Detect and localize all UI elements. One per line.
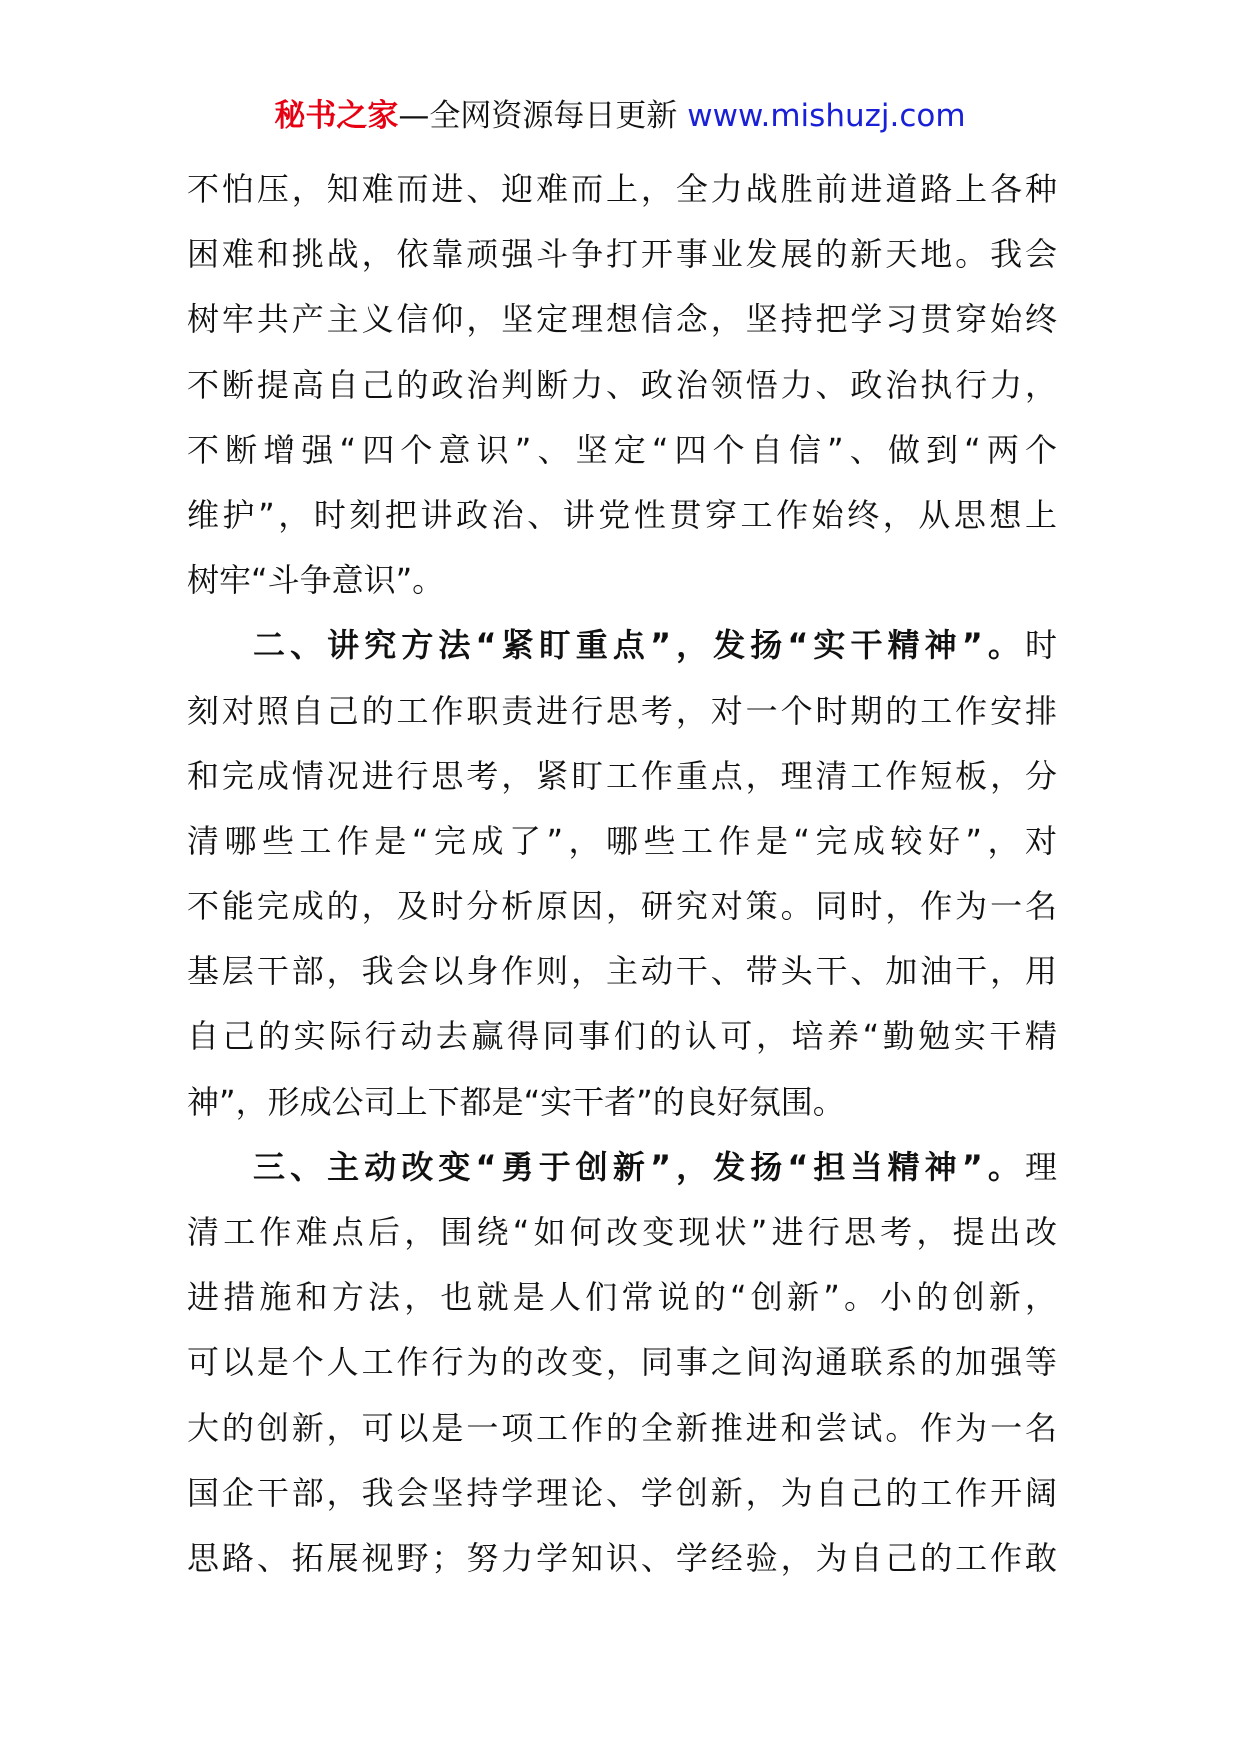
- paragraph-section-2: [187, 613, 1057, 1135]
- section-3-first-line-tail: 理: [1024, 1147, 1057, 1186]
- text-line: 清工作难点后，围绕“如何改变现状”进行思考，提出改: [187, 1213, 1057, 1251]
- text-line: 清哪些工作是“完成了”，哪些工作是“完成较好”，对: [187, 821, 1057, 860]
- text-line: 自己的实际行动去赢得同事们的认可，培养“勤勉实干精: [187, 1017, 1057, 1056]
- section-2-heading: 二、讲究方法“紧盯重点”，发扬“实干精神”。: [253, 626, 1025, 665]
- text-line: 树牢共产主义信仰，坚定理想信念，坚持把学习贯穿始终: [187, 300, 1057, 339]
- section-3-heading: 三、主动改变“勇于创新”，发扬“担当精神”。: [253, 1147, 1025, 1186]
- text-line: 大的创新，可以是一项工作的全新推进和尝试。作为一名: [187, 1408, 1057, 1447]
- text-line: 困难和挑战，依靠顽强斗争打开事业发展的新天地。我会: [187, 235, 1057, 274]
- paragraph-intro: [187, 157, 1057, 613]
- text-line: 树牢“斗争意识”。: [187, 561, 445, 600]
- section-2-first-line-tail: 时: [1024, 626, 1057, 665]
- text-line: 不断增强“四个意识”、坚定“四个自信”、做到“两个: [187, 430, 1057, 469]
- site-url-link[interactable]: www.mishuzj.com: [687, 98, 966, 134]
- header-slogan: —全网资源每日更新: [398, 98, 688, 134]
- text-line: 不断提高自己的政治判断力、政治领悟力、政治执行力，: [187, 365, 1057, 404]
- text-line: 国企干部，我会坚持学理论、学创新，为自己的工作开阔: [187, 1473, 1057, 1512]
- text-line: 基层干部，我会以身作则，主动干、带头干、加油干，用: [187, 952, 1057, 991]
- watermark-header: [0, 96, 1240, 136]
- section-3-first-line: [187, 1135, 1057, 1200]
- text-line: 思路、拓展视野；努力学知识、学经验，为自己的工作敢: [187, 1538, 1057, 1577]
- text-line: 进措施和方法，也就是人们常说的“创新”。小的创新，: [187, 1278, 1057, 1317]
- paragraph-section-3: [187, 1135, 1057, 1591]
- text-line: 不能完成的，及时分析原因，研究对策。同时，作为一名: [187, 887, 1057, 926]
- text-line: 不怕压，知难而进、迎难而上，全力战胜前进道路上各种: [187, 170, 1057, 208]
- document-body: [187, 157, 1057, 1591]
- text-line: 可以是个人工作行为的改变，同事之间沟通联系的加强等: [187, 1343, 1057, 1382]
- text-line: 和完成情况进行思考，紧盯工作重点，理清工作短板，分: [187, 756, 1057, 795]
- section-2-first-line: [187, 613, 1057, 678]
- brand-name: 秘书之家: [274, 98, 399, 134]
- text-line: 刻对照自己的工作职责进行思考，对一个时期的工作安排: [187, 691, 1057, 730]
- text-line: 神”，形成公司上下都是“实干者”的良好氛围。: [187, 1082, 845, 1121]
- text-line: 维护”，时刻把讲政治、讲党性贯穿工作始终，从思想上: [187, 495, 1057, 534]
